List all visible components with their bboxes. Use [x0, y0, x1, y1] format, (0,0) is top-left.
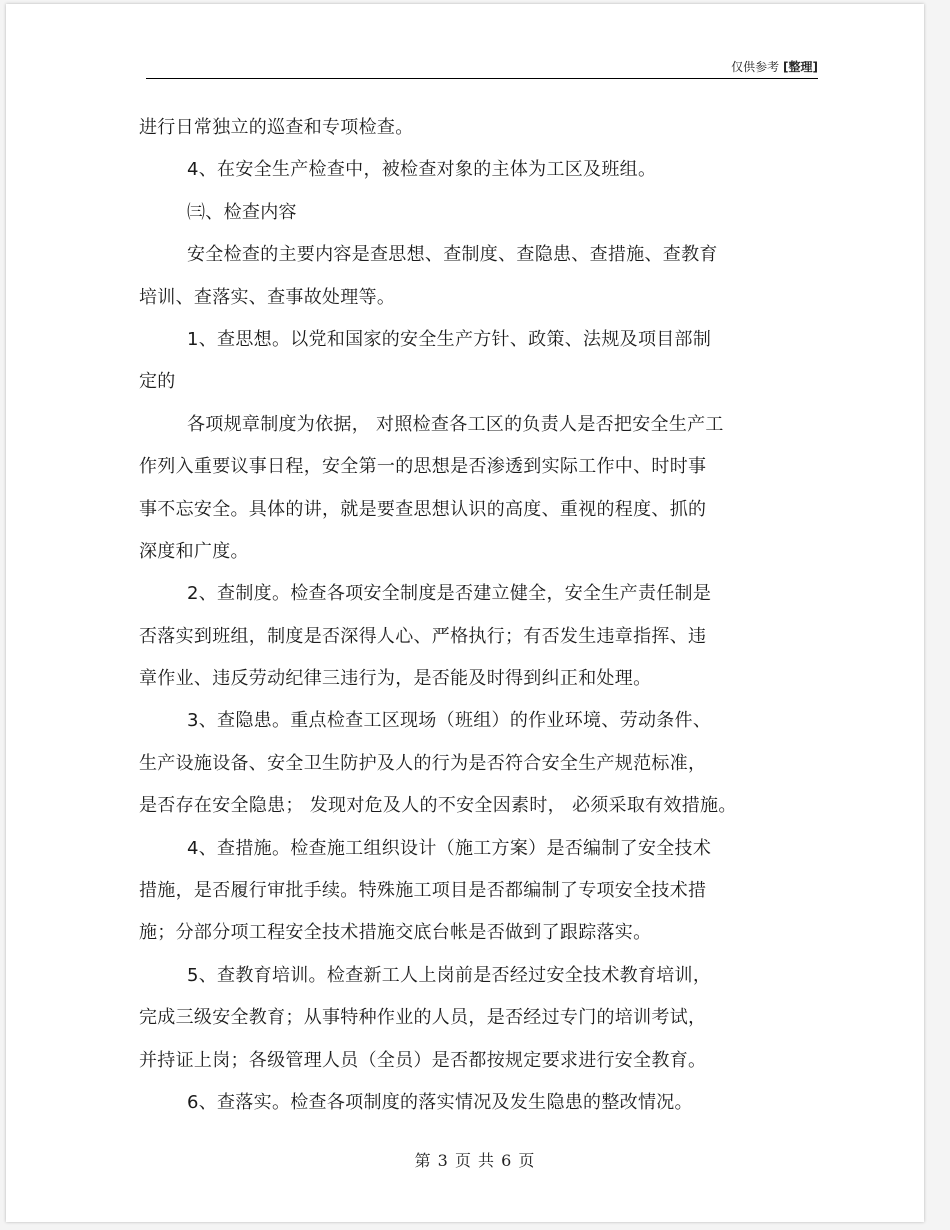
page-footer [0, 1148, 950, 1171]
footer-mid: 页 共 [454, 1151, 496, 1170]
text-line: 深度和广度。 [139, 540, 249, 562]
text-line: 各项规章制度为依据， 对照检查各工区的负责人是否把安全生产工 [187, 413, 724, 435]
text-line: 2、查制度。检查各项安全制度是否建立健全，安全生产责任制是 [187, 583, 712, 605]
header-tag: [整理] [783, 60, 818, 74]
text-line: 是否存在安全隐患； 发现对危及人的不安全因素时， 必须采取有效措施。 [139, 795, 737, 817]
page-header [146, 56, 818, 79]
footer-total-pages: 6 [501, 1151, 513, 1170]
header-text: 仅供参考 [731, 60, 780, 74]
text-line: 6、查落实。检查各项制度的落实情况及发生隐患的整改情况。 [187, 1091, 693, 1113]
text-line: 章作业、违反劳动纪律三违行为，是否能及时得到纠正和处理。 [139, 668, 652, 690]
text-line: 作列入重要议事日程，安全第一的思想是否渗透到实际工作中、时时事 [139, 456, 707, 478]
text-line: 措施，是否履行审批手续。特殊施工项目是否都编制了专项安全技术措 [139, 880, 707, 902]
text-line: 进行日常独立的巡查和专项检查。 [139, 117, 414, 138]
text-line: 定的 [139, 371, 176, 393]
text-line: 施；分部分项工程安全技术措施交底台帐是否做到了跟踪落实。 [139, 922, 652, 944]
text-line: 生产设施设备、安全卫生防护及人的行为是否符合安全生产规范标准， [139, 752, 707, 774]
text-line: 完成三级安全教育；从事特种作业的人员，是否经过专门的培训考试， [139, 1007, 707, 1029]
text-line: 1、查思想。以党和国家的安全生产方针、政策、法规及项目部制 [187, 328, 712, 350]
text-line: 5、查教育培训。检查新工人上岗前是否经过安全技术教育培训， [187, 964, 712, 986]
text-line: 4、在安全生产检查中，被检查对象的主体为工区及班组。 [187, 159, 657, 181]
text-line: 并持证上岗；各级管理人员（全员）是否都按规定要求进行安全教育。 [139, 1049, 707, 1071]
text-line: 培训、查落实、查事故处理等。 [139, 286, 396, 308]
document-body [139, 107, 809, 1124]
footer-current-page: 3 [437, 1151, 449, 1170]
text-line: 4、查措施。检查施工组织设计（施工方案）是否编制了安全技术 [187, 837, 712, 859]
text-line: 3、查隐患。重点检查工区现场（班组）的作业环境、劳动条件、 [187, 710, 712, 732]
text-line: 否落实到班组，制度是否深得人心、严格执行；有否发生违章指挥、违 [139, 625, 707, 647]
footer-prefix: 第 [414, 1151, 432, 1170]
text-line: 安全检查的主要内容是查思想、查制度、查隐患、查措施、查教育 [187, 244, 718, 266]
text-line: 事不忘安全。具体的讲，就是要查思想认识的高度、重视的程度、抓的 [139, 498, 707, 520]
footer-suffix: 页 [518, 1151, 536, 1170]
text-line: ㈢、检查内容 [187, 201, 297, 223]
